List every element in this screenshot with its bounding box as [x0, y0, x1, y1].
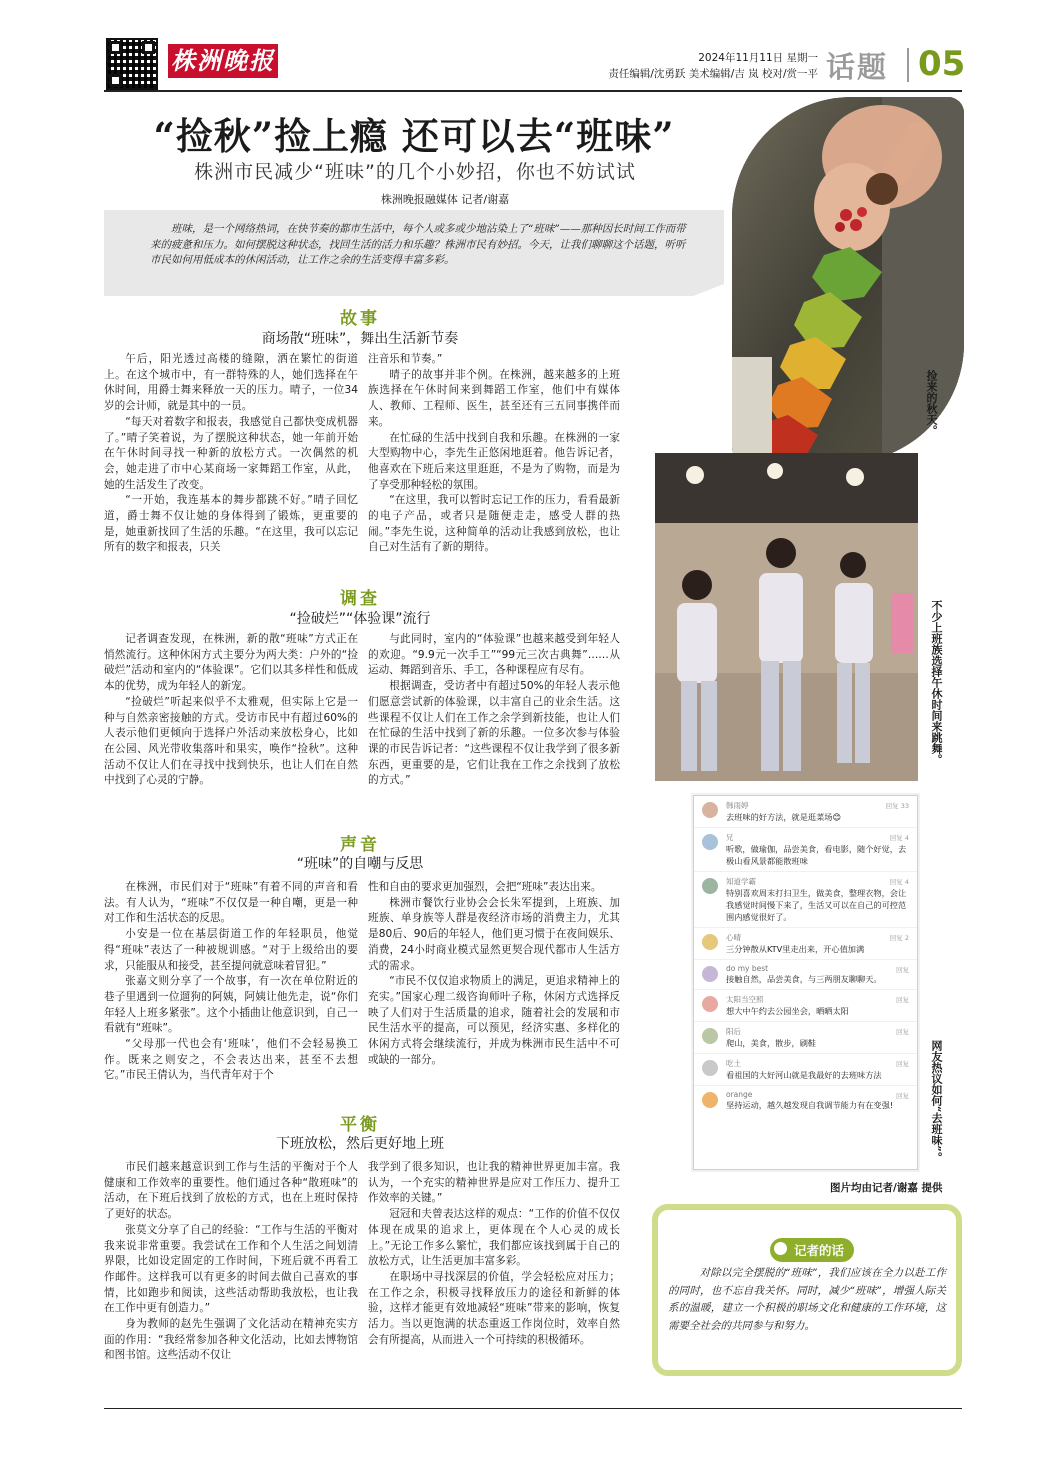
survey-column-2: [368, 632, 620, 789]
paragraph: 株洲市餐饮行业协会会长朱军提到，上班族、加班族、单身族等人群是夜经济市场的消费主力，尤其是80后、90后的年轻人，他们更习惯于在夜间娱乐、消费，24小时商业模式显然更契合现代都市人生活方式的需求。: [368, 896, 620, 972]
section-subheading-story: 商场散“班味”，舞出生活新节奏: [261, 331, 459, 347]
paragraph: “一开始，我连基本的舞步都跳不好。”晴子回忆道，爵士舞不仅让她的身体得到了锻炼，更重要的是，她重新找回了生活的乐趣。“在这里，我可以忘记所有的数字和报表，只关: [104, 494, 358, 554]
comment-text: 听歌，做瑜伽，品尝美食，看电影，随个好觉，去极山看风景都能散班味: [726, 844, 907, 866]
avatar: [702, 802, 718, 818]
balance-column-2: [368, 1160, 620, 1348]
comment-meta: 回复 33: [885, 802, 909, 810]
paragraph: 身为教师的赵先生强调了文化活动在精神充实方面的作用：“我经常参加各种文化活动，比如去博物馆和图书馆。这些活动不仅让: [104, 1318, 358, 1362]
voice-column-1: [104, 880, 358, 1084]
comment-author: 太阳当空照: [726, 995, 764, 1004]
leaf-photo-caption: 捡来的秋天。: [925, 370, 938, 436]
paragraph: 张莫文分享了自己的经验：“工作与生活的平衡对我来说非常重要。我尝试在工作和个人生活之间划清界限，比如设定固定的工作时间，下班后就不再看工作邮件。这样我可以有更多的时间去做自己喜欢的事情，比如跑步和阅读，这些活动帮助我放松，也让我在工作中更有创造力。”: [104, 1223, 358, 1315]
comment-text: 坚持运动，越久越发现自我调节能力有在变强!: [726, 1100, 894, 1110]
comment-text: 接触自然，品尝美食，与三两朋友聊聊天。: [726, 974, 882, 984]
social-comments-screenshot: [693, 795, 918, 1170]
lead-paragraph: 班味，是一个网络热词，在快节奏的都市生活中，每个人或多或少地沾染上了“班味”——那种因长时间工作而带来的疲惫和压力。如何摆脱这种状态，找回生活的活力和乐趣？株洲市民有妙招。今天，让我们聊聊这个话题，听听市民如何用低成本的休闲活动，让工作之余的生活变得丰富多彩。: [150, 223, 686, 267]
comment-item: [694, 1054, 917, 1086]
comment-meta: 回复 4: [889, 834, 909, 842]
avatar: [702, 934, 718, 950]
paragraph: 注音乐和节奏。”: [368, 353, 443, 365]
avatar: [702, 996, 718, 1012]
story-column-2: [368, 352, 620, 556]
comment-author: 心晴: [726, 933, 741, 942]
comment-author: 吃土: [726, 1059, 741, 1068]
editor-credits: 责任编辑/沈勇跃 美术编辑/吉 岚 校对/赏一平: [608, 68, 818, 80]
comment-meta: 回复 4: [889, 878, 909, 886]
balance-column-1: [104, 1160, 358, 1364]
paragraph: 与此同时，室内的“体验课”也越来越受到年轻人的欢迎。“9.9元一次手工”“99元三次古典舞”……从运动、舞蹈到音乐、手工，各种课程应有尽有。: [368, 633, 620, 677]
comment-text: 想大中午约去公园坐会，晒晒太阳: [726, 1006, 849, 1016]
comment-author: 阳后: [726, 1027, 741, 1036]
paragraph: 冠冠和夫曾表达这样的观点：“工作的价值不仅仅体现在成果的追求上，更体现在个人心灵的成长上。”无论工作多么繁忙，我们都应该找到属于自己的放松方式，让生活更加丰富多彩。: [368, 1208, 620, 1268]
comment-meta: 回复: [896, 966, 909, 974]
paragraph: “捡破烂”听起来似乎不太雅观，但实际上它是一种与自然亲密接触的方式。受访市民中有超过60%的人表示他们更倾向于选择户外活动来放松身心，比如在公园、风光带收集落叶和果实，唤作“捡秋”。这种活动不仅让人们在寻找中找到快乐，也让人们在自然中找到了心灵的宁静。: [104, 695, 358, 787]
section-subheading-voice: “班味”的自嘲与反思: [296, 856, 424, 872]
comment-meta: 回复: [896, 1028, 909, 1036]
section-name: 话题: [826, 50, 889, 84]
comment-author: orange: [726, 1090, 753, 1099]
comment-item: [694, 872, 917, 928]
paragraph: 在忙碌的生活中找到自我和乐趣。在株洲的一家大型购物中心，李先生正悠闲地逛着。他告诉记者，他喜欢在下班后来这里逛逛，不是为了购物，而是为了享受那种轻松的氛围。: [368, 431, 620, 491]
comments-caption: 网友热议如何“去班味”。: [930, 1040, 943, 1163]
avatar: [702, 834, 718, 850]
survey-column-1: [104, 632, 358, 789]
paragraph: 张嘉文则分享了一个故事，有一次在单位附近的巷子里遇到一位遛狗的阿姨，阿姨让他先走，说“你们年轻人上班多紧张”。这个小插曲让他意识到，自己一看就有“班味”。: [104, 975, 358, 1035]
paragraph: “市民不仅仅追求物质上的满足，更追求精神上的充实。”国家心理二级咨询师叶子称，休闲方式选择反映了人们对于生活质量的追求，随着社会的发展和市民生活水平的提高，可以预见，经济实惠、多样化的休闲方式将会继续流行，并成为株洲市民生活中不可或缺的一部分。: [368, 975, 620, 1066]
paragraph: 市民们越来越意识到工作与生活的平衡对于个人健康和工作效率的重要性。他们通过各种“散班味”的活动，在下班后找到了放松的方式，也在上班时保持了更好的状态。: [104, 1161, 358, 1221]
section-subheading-survey: “捡破烂”“体验课”流行: [289, 611, 431, 627]
voice-column-2: [368, 880, 620, 1068]
section-heading-balance: 平衡: [340, 1115, 380, 1135]
dance-photo-caption: 不少上班族选择午休时间来跳舞。: [930, 600, 943, 765]
avatar: [702, 1060, 718, 1076]
comment-item: [694, 960, 917, 990]
comment-item: [694, 928, 917, 960]
avatar: [702, 966, 718, 982]
section-heading-survey: 调查: [340, 589, 380, 609]
comment-text: 看祖国的大好河山就是我最好的去班味方法: [726, 1070, 882, 1080]
comment-item: [694, 828, 917, 872]
paragraph: 午后，阳光透过高楼的缝隙，洒在繁忙的街道上。在这个城市中，有一群特殊的人，她们选择在午休时间，用爵士舞来释放一天的压力。晴子，一位34岁的会计师，就是其中的一员。: [104, 353, 358, 413]
comment-author: 知道学霸: [726, 877, 756, 886]
comment-item: [694, 1086, 917, 1115]
section-heading-story: 故事: [340, 309, 380, 329]
section-heading-voice: 声音: [340, 835, 380, 855]
article-subtitle: 株洲市民减少“班味”的几个小妙招，你也不妨试试: [194, 161, 636, 183]
paragraph: 我学到了很多知识，也让我的精神世界更加丰富。我认为，一个充实的精神世界是应对工作压力、提升工作效率的关键。”: [368, 1161, 620, 1205]
paragraph: “在这里，我可以暂时忘记工作的压力，看看最新的电子产品，或者只是随便走走，感受人群的热闹。”李先生说，这种简单的活动让我感到放松，也让自己对生活有了新的期待。: [368, 494, 620, 554]
comment-author: 韩雨婷: [726, 801, 749, 810]
comment-text: 去班味的好方法，就是逛菜场😊: [726, 812, 841, 822]
article-title: “捡秋”捡上瘾 还可以去“班味”: [153, 114, 675, 158]
footer-rule: [104, 1408, 962, 1409]
comment-item: [694, 990, 917, 1022]
paragraph: 根据调查，受访者中有超过50%的年轻人表示他们愿意尝试新的体验课，以丰富自己的业余生活。这些课程不仅让人们在工作之余学到新技能，也让人们在忙碌的生活中找到了新的乐趣。一位多次参与体验课的市民告诉记者：“这些课程不仅让我学到了很多新东西，更重要的是，它们让我在工作之余找到了放松的方式。”: [368, 680, 620, 787]
avatar: [702, 878, 718, 894]
issue-date: 2024年11月11日 星期一: [698, 52, 818, 64]
section-divider: [907, 48, 909, 82]
comment-author: 兄: [726, 833, 734, 842]
photo-credit: 图片均由记者/谢嘉 提供: [830, 1182, 943, 1194]
paragraph: 晴子的故事并非个例。在株洲，越来越多的上班族选择在午休时间来到舞蹈工作室，他们中有媒体人、教师、工程师、医生，甚至还有三五同事携伴而来。: [368, 368, 620, 428]
editor-note-text: 对除以完全摆脱的“班味”，我们应该在全力以赴工作的同时，也不忘自我关怀。同时，减少“班味”，增强人际关系的温暖，建立一个积极的职场文化和健康的工作环境，这需要全社会的共同参与和努力。: [668, 1267, 946, 1332]
comment-meta: 回复: [896, 1060, 909, 1068]
qr-code: [106, 38, 158, 90]
paragraph: “每天对着数字和报表，我感觉自己都快变成机器了。”晴子笑着说，为了摆脱这种状态，她一年前开始在午休时间寻找一种新的放松方式。一次偶然的机会，她走进了市中心某商场一家舞蹈工作室，从此，她的生活发生了改变。: [104, 415, 358, 491]
paragraph: “父母那一代也会有‘班味’，他们不会轻易换工作。既来之则安之，不会表达出来，甚至不去想它。”市民王倩认为，当代青年对于个: [104, 1038, 358, 1082]
comment-meta: 回复: [896, 996, 909, 1004]
section-subheading-balance: 下班放松，然后更好地上班: [276, 1136, 444, 1152]
speech-bubble-icon: [774, 1242, 787, 1255]
avatar: [702, 1028, 718, 1044]
editor-note-tag: 记者的话: [770, 1238, 854, 1262]
paragraph: 记者调查发现，在株洲，新的散“班味”方式正在悄然流行。这种休闲方式主要分为两大类：户外的“捡破烂”活动和室内的“体验课”。它们以其多样性和低成本的优势，成为年轻人的新宠。: [104, 633, 358, 693]
comment-text: 爬山，美食，散步，刷鞋: [726, 1038, 817, 1048]
paragraph: 性和自由的要求更加强烈，会把“班味”表达出来。: [368, 881, 602, 893]
comment-item: [694, 796, 917, 828]
newspaper-logo: 株洲晚报: [168, 44, 278, 78]
header-rule: [104, 90, 962, 92]
comment-author: do my best: [726, 964, 769, 973]
avatar: [702, 1092, 718, 1108]
comment-text: 三分钟散从KTV里走出来，开心值加满: [726, 944, 865, 954]
comment-item: [694, 1022, 917, 1054]
story-column-1: [104, 352, 358, 556]
comment-meta: 回复 2: [889, 934, 909, 942]
comment-meta: 回复: [896, 1092, 909, 1100]
paragraph: 在职场中寻找深层的价值，学会轻松应对压力；在工作之余，积极寻找释放压力的途径和新鲜的体验，这样才能更有效地减轻“班味”带来的影响，恢复活力。当以更饱满的状态重返工作岗位时，效率自然会有所提高，从而进入一个可持续的积极循环。: [368, 1270, 620, 1346]
comment-text: 特别喜欢周末打扫卫生，做美食，整理衣物，会让我感觉时间慢下来了，生活又可以在自己的可控范围内感觉很好了。: [726, 888, 907, 922]
byline: 株洲晚报融媒体 记者/谢嘉: [380, 193, 510, 206]
paragraph: 在株洲，市民们对于“班味”有着不同的声音和看法。有人认为，“班味”不仅仅是一种自嘲，更是一种对工作和生活状态的反思。: [104, 881, 358, 925]
page-number: 05: [918, 44, 966, 84]
dance-class-photo: [655, 453, 918, 781]
paragraph: 小安是一位在基层街道工作的年轻职员，他觉得“班味”表达了一种被规训感。“对于上级给出的要求，只能服从和接受，甚至提问就意味着冒犯。”: [104, 928, 358, 972]
